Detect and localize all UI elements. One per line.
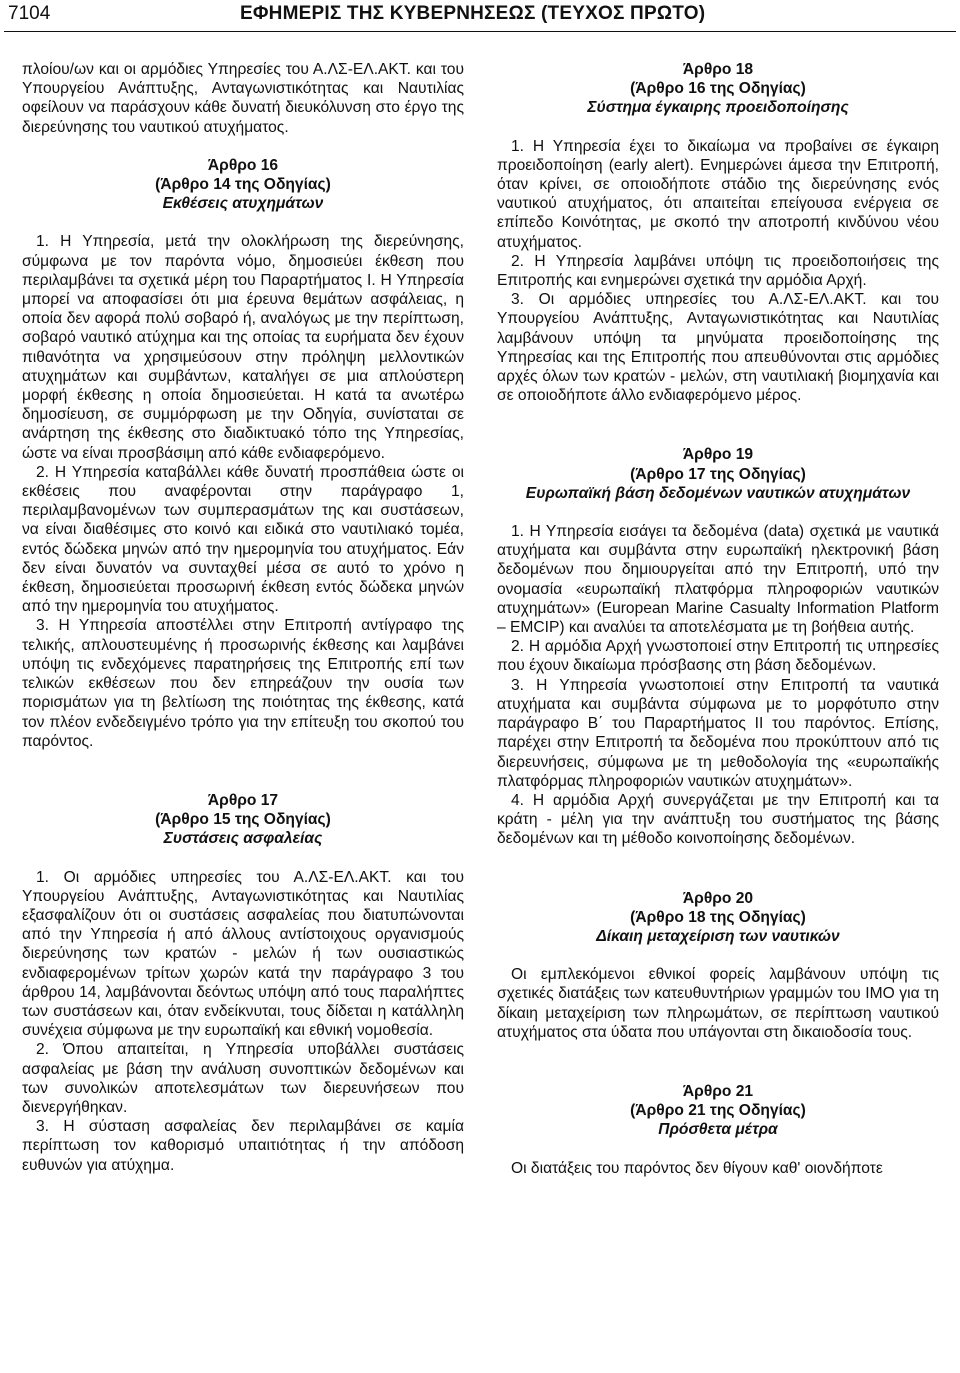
article-19-paragraph-3: 3. Η Υπηρεσία γνωστοποιεί στην Επιτροπή τα ναυτικά ατυχήματα και συμβάντα σύμφωνα με το μορφότυπο στην παράγραφο Β΄ του Παραρτήματος ΙΙ του παρόντος. Επίσης, παρέχει στην Επιτροπή τα δεδομένα που προκύπτουν από τις διερευνήσεις, σύμφωνα με τη μεθοδολογία της «ευρωπαϊκής πλατφόρμας πληροφοριών ναυτικών ατυχημάτων». — [497, 676, 939, 790]
article-title: Άρθρο 17 — [207, 791, 279, 809]
article-subject: Πρόσθετα μέτρα — [658, 1121, 778, 1139]
article-16-paragraph-2: 2. Η Υπηρεσία καταβάλλει κάθε δυνατή προσπάθεια ώστε οι εκθέσεις που αναφέρονται στην παράγραφο 1, περιλαμβανομένων των συμπερασμάτων της και συστάσεων, να είναι διαθέσιμες στο κοινό και ειδικά στο ναυτιλιακό τομέα, εντός δώδεκα μηνών από την ημερομηνία του ατυχήματος. Εάν δεν είναι δυνατόν να συνταχθεί μέσα σε αυτό το χρόνο η έκθεση, δημοσιεύεται προσωρινή έκθεση εντός δώδεκα μηνών από την ημερομηνία του ατυχήματος. — [22, 463, 464, 616]
article-directive-ref: (Άρθρο 15 της Οδηγίας) — [155, 811, 331, 829]
article-20-heading — [497, 889, 939, 947]
article-16-heading — [22, 156, 464, 214]
article-subject: Συστάσεις ασφαλείας — [163, 830, 323, 848]
article-title: Άρθρο 21 — [682, 1082, 754, 1100]
article-21-heading — [497, 1082, 939, 1140]
article-21-paragraph-1: Οι διατάξεις του παρόντος δεν θίγουν καθ' οιονδήποτε — [511, 1159, 883, 1177]
page-number: 7104 — [8, 3, 51, 24]
journal-title: ΕΦΗΜΕΡΙΣ ΤΗΣ ΚΥΒΕΡΝΗΣΕΩΣ (ΤΕΥΧΟΣ ΠΡΩΤΟ) — [240, 3, 706, 24]
article-title: Άρθρο 19 — [682, 446, 754, 464]
article-18-paragraph-2: 2. Η Υπηρεσία λαμβάνει υπόψη τις προειδοποιήσεις της Επιτροπής και ενημερώνει σχετικά την αρμόδια Αρχή. — [497, 252, 939, 290]
left-column — [22, 60, 464, 1175]
article-directive-ref: (Άρθρο 16 της Οδηγίας) — [630, 80, 806, 98]
article-19-paragraph-1: 1. Η Υπηρεσία εισάγει τα δεδομένα (data) σχετικά με ναυτικά ατυχήματα και συμβάντα στην ευρωπαϊκή ηλεκτρονική βάση δεδομένων που δημιουργείται από την Επιτροπή, υπό την ονομασία «ευρωπαϊκή πλατφόρμα πληροφοριών ναυτικών ατυχημάτων» (European Marine Casualty Information Platform – EMCIP) και αναλύει τα αποτελέσματα με τη βοήθεια αυτής. — [497, 523, 939, 637]
article-subject: Δίκαιη μεταχείριση των ναυτικών — [596, 927, 840, 945]
right-column — [497, 60, 939, 1178]
article-19-paragraph-4: 4. Η αρμόδια Αρχή συνεργάζεται με την Επιτροπή και τα κράτη - μέλη για την ανάπτυξη του συστήματος της βάσης δεδομένων και τη μέθοδο κοινοποίησης δεδομένων. — [497, 791, 939, 848]
header-rule — [4, 31, 956, 32]
article-17-heading — [22, 791, 464, 849]
article-directive-ref: (Άρθρο 14 της Οδηγίας) — [155, 176, 331, 194]
article-19-paragraph-2: 2. Η αρμόδια Αρχή γνωστοποιεί στην Επιτροπή τις υπηρεσίες που έχουν δικαίωμα πρόσβασης στη βάση δεδομένων. — [497, 638, 939, 675]
article-title: Άρθρο 20 — [682, 889, 754, 907]
article-18-paragraph-1: 1. Η Υπηρεσία έχει το δικαίωμα να προβαίνει σε έγκαιρη προειδοποίηση (early alert). Ενημερώνει άμεσα την Επιτροπή, όταν κρίνει, σε οποιοδήποτε στάδιο της διερεύνησης ενός ναυτικού ατυχήματος, ότι απαιτείται επείγουσα ενέργεια σε επίπεδο Κοινότητας, με σκοπό την αποτροπή κινδύνου νέου ατυχήματος. — [497, 137, 939, 251]
article-title: Άρθρο 18 — [682, 61, 754, 78]
article-19-heading — [497, 445, 939, 503]
article-directive-ref: (Άρθρο 21 της Οδηγίας) — [630, 1102, 806, 1120]
article-title: Άρθρο 16 — [207, 156, 279, 174]
article-18-paragraph-3: 3. Οι αρμόδιες υπηρεσίες του Α.ΛΣ-ΕΛ.ΑΚΤ. και του Υπουργείου Ανάπτυξης, Ανταγωνιστικότητας και Ναυτιλίας λαμβάνουν υπόψη τα μηνύματα προειδοποίησης της Υπηρεσίας και της Επιτροπής που απευθύνονται στις αρμόδιες αρχές όλων των κρατών - μελών, στη ναυτιλιακή βιομηχανία και σε οποιοδήποτε άλλο ενδιαφερόμενο μέρος. — [497, 291, 939, 405]
article-subject: Σύστημα έγκαιρης προειδοποίησης — [587, 99, 849, 117]
article-16-paragraph-1: 1. Η Υπηρεσία, μετά την ολοκλήρωση της διερεύνησης, σύμφωνα με τον παρόντα νόμο, δημοσιεύει έκθεση που περιλαμβάνει τα σχετικά μέρη του Παραρτήματος Ι. Η Υπηρεσία μπορεί να αποφασίσει ότι μια έρευνα θεμάτων ασφάλειας, η οποία δεν αφορά πολύ σοβαρό ή, αναλόγως με την περίπτωση, σοβαρό ναυτικό ατύχημα και της οποίας τα ευρήματα δεν έχουν πιθανότητα να χρησιμεύσουν στην πρόληψη μελλοντικών ατυχημάτων και συμβάντων, καταλήγει σε μια απλούστερη μορφή έκθεσης η οποία δημοσιεύεται. Η κατά τα ανωτέρω δημοσίευση, σε συμμόρφωση με την Οδηγία, συνίσταται σε ανάρτηση της έκθεσης στο διαδικτυακό τόπο της Υπηρεσίας, ώστε να είναι προσβάσιμη από κάθε ενδιαφερόμενο. — [22, 233, 464, 462]
article-16-paragraph-3: 3. Η Υπηρεσία αποστέλλει στην Επιτροπή αντίγραφο της τελικής, απλουστευμένης ή προσωρινής έκθεσης και λαμβάνει υπόψη τις ενδεχόμενες παρατηρήσεις της Επιτροπής επί των τελικών εκθέσεων που δεν επηρεάζουν την ουσία των πορισμάτων για τη βελτίωση της ποιότητας της έκθεσης, κατά τον πλέον ενδεδειγμένο τρόπο για την επίτευξη του σκοπού του παρόντος. — [22, 617, 464, 750]
article-subject: Ευρωπαϊκή βάση δεδομένων ναυτικών ατυχημάτων — [525, 484, 911, 502]
article-directive-ref: (Άρθρο 18 της Οδηγίας) — [630, 908, 806, 926]
article-20-paragraph-1: Οι εμπλεκόμενοι εθνικοί φορείς λαμβάνουν υπόψη τις σχετικές διατάξεις των κατευθυντήριων γραμμών του ΙΜΟ για τη δίκαιη μεταχείριση των πληρωμάτων, σε περίπτωση ναυτικού ατυχήματος στα ύδατα που υπάγονται στη δικαιοδοσία τους. — [497, 966, 939, 1041]
article-17-paragraph-1: 1. Οι αρμόδιες υπηρεσίες του Α.ΛΣ-ΕΛ.ΑΚΤ. και του Υπουργείου Ανάπτυξης, Ανταγωνιστικότητας και Ναυτιλίας εξασφαλίζουν ότι οι συστάσεις ασφαλείας που διατυπώνονται από την Υπηρεσία ή από άλλους αντίστοιχους οργανισμούς διερεύνησης των κρατών - μελών ή των ουσιαστικώς ενδιαφερομένων τρίτων χωρών κατά την παράγραφο 3 του άρθρου 14, λαμβάνονται δεόντως υπόψη από τους παραλήπτες των συστάσεων και, όταν ενδείκνυται, τους δίδεται η κατάλληλη συνέχεια σύμφωνα με την ευρωπαϊκή και εθνική νομοθεσία. — [22, 868, 464, 1040]
article-18-heading — [497, 60, 939, 118]
continuation-paragraph: πλοίου/ων και οι αρμόδιες Υπηρεσίες του Α.ΛΣ-ΕΛ.ΑΚΤ. και του Υπουργείου Ανάπτυξης, Ανταγωνιστικότητας και Ναυτιλίας οφείλουν να παράσχουν κάθε δυνατή διευκόλυνση στο έργο της διερεύνησης του ναυτικού ατυχήματος. — [22, 61, 464, 136]
article-subject: Εκθέσεις ατυχημάτων — [162, 195, 324, 213]
article-directive-ref: (Άρθρο 17 της Οδηγίας) — [630, 465, 806, 483]
page-header — [0, 0, 960, 30]
article-17-paragraph-3: 3. Η σύσταση ασφαλείας δεν περιλαμβάνει σε καμία περίπτωση τον καθορισμό υπαιτιότητας ή την απόδοση ευθυνών για ατύχημα. — [22, 1118, 464, 1174]
article-17-paragraph-2: 2. Όπου απαιτείται, η Υπηρεσία υποβάλλει συστάσεις ασφαλείας με βάση την ανάλυση συνοπτικών δεδομένων και των συνολικών αποτελεσμάτων των διερευνήσεων που διενεργήθηκαν. — [22, 1041, 464, 1116]
